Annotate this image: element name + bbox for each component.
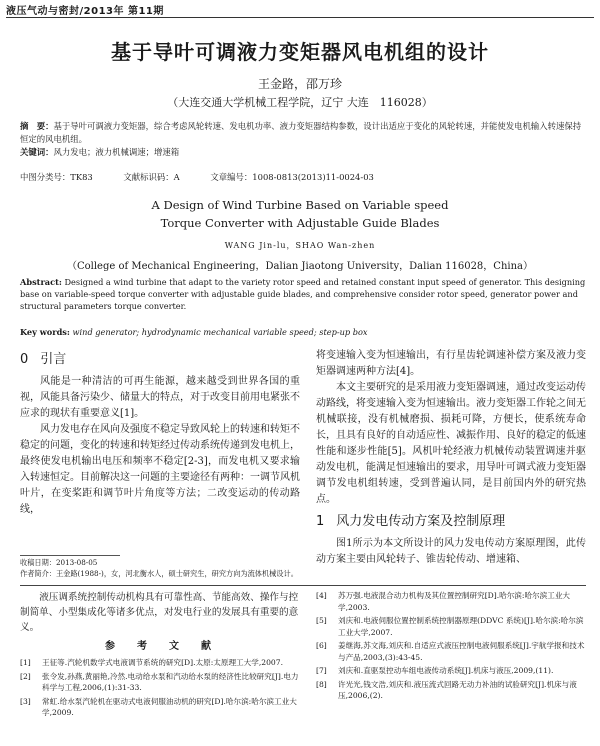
reference-item — [316, 679, 586, 702]
clc-number: 中图分类号：TK83 — [20, 172, 93, 182]
english-abstract-text: Designed a wind turbine that adapt to the variety rotor speed and retained constant input speed of generator. This designing base on variable-speed torque converter with adjustable guide blades, and comprehensive consider rotor speed, generator power and structural parameters torque converter. — [20, 277, 586, 311]
reference-number: [5] — [316, 616, 327, 625]
reference-item — [20, 671, 302, 694]
reference-text: 刘庆和.直驱泵控动车组电液传动系统[J].机床与液压,2009,(11). — [338, 666, 554, 675]
classification-meta — [20, 171, 586, 183]
author-bio: 作者简介：王金路(1988-)，女，河北衡水人，硕士研究生，研究方向为流体机械设计。 — [20, 569, 298, 578]
section-1-title: 风力发电传动方案及控制原理 — [336, 514, 506, 529]
reference-number: [1] — [20, 658, 31, 667]
english-abstract — [20, 276, 586, 312]
reference-number: [2] — [20, 671, 31, 681]
section-1-number: 1 — [316, 514, 325, 529]
reference-item — [20, 696, 302, 719]
right-continuation: 将变速输入变为恒速输出，有行星齿轮调速补偿方案及液力变矩器调速两种方法[4]。 — [316, 350, 586, 377]
abstract-zh — [20, 120, 586, 159]
page-split-rule — [20, 585, 586, 586]
received-date: 收稿日期：2013-08-05 — [20, 558, 98, 567]
reference-item — [316, 615, 586, 638]
reference-text: 王征等.汽轮机数学式电液调节系统的研究[D].太原:太原理工大学,2007. — [42, 658, 283, 667]
english-affiliation: （College of Mechanical Engineering，Dalian Jiaotong University，Dalian 116028，China） — [66, 261, 533, 272]
english-title-line2: Torque Converter with Adjustable Guide Blades — [160, 216, 440, 230]
english-keywords-text: wind generator; hydrodynamic mechanical variable speed; step-up box — [69, 327, 368, 337]
section-0-heading — [20, 352, 300, 368]
reference-number: [3] — [20, 696, 31, 706]
footnote-rule — [20, 555, 120, 556]
english-title-line1: A Design of Wind Turbine Based on Variable speed — [151, 198, 449, 212]
reference-item — [20, 657, 302, 669]
english-abstract-label: Abstract: — [20, 277, 62, 287]
header-rule — [6, 17, 594, 18]
reference-text: 苏万强.电液混合动力机构及其位置控制研究[D].哈尔滨:哈尔滨工业大学,2003. — [338, 591, 571, 612]
english-authors: WANG Jin-lu，SHAO Wan-zhen — [224, 241, 376, 250]
reference-item — [316, 640, 586, 663]
authors: 王金路，邵万珍 — [257, 77, 342, 91]
reference-text: 许光光,钱文浩,刘庆和.液压流式回路无动力补油的试验研究[J].机床与液压,2006,(2). — [338, 679, 577, 700]
doc-code: 文献标识码：A — [123, 172, 180, 182]
keywords-zh-label: 关键词： — [20, 147, 54, 157]
references-right — [316, 590, 586, 704]
previous-page-fragment-left — [20, 590, 302, 721]
english-title — [0, 196, 600, 232]
reference-number: [6] — [316, 641, 327, 650]
reference-text: 常虹.给水泵汽轮机在驱动式电液伺服油动机的研究[D].哈尔滨:哈尔滨工业大学,2009. — [42, 696, 297, 717]
right-paragraph: 本文主要研究的是采用液力变矩器调速，通过改变运动传动路线，将变速输入变为恒速输出。液力变矩器工作轮之间无机械联接，没有机械磨损、损耗可降，方便长，使系统寿命长，且具有良好的自动适应性、减振作用、良好的稳定的低速性能和逐步性能[5]。风机叶轮经液力机械传动装置调速并驱动发电机，能满足恒速输出的要求，用导叶可调式液力变矩器调节发电机组转速，受到普遍认同，是目前国内外的研究热点。 — [316, 382, 586, 505]
reference-item — [316, 590, 586, 613]
abstract-zh-label: 摘 要： — [20, 121, 54, 131]
section-0-title: 引言 — [40, 352, 67, 367]
running-header: 液压气动与密封/2013年 第11期 — [6, 6, 164, 17]
section-0-paragraph-1: 风能是一种清洁的可再生能源，越来越受到世界各国的重视，风能具备污染少、储量大的特点，对于改变目前用电紧张不应求的现状有重要意义[1]。 — [20, 376, 300, 419]
keywords-zh: 风力发电；液力机械调速；增速箱 — [53, 147, 180, 157]
right-column-top — [316, 348, 586, 568]
section-0-number: 0 — [20, 352, 29, 367]
reference-item — [316, 665, 586, 677]
article-number: 文章编号：1008-0813(2013)11-0024-03 — [210, 172, 374, 182]
footnote — [20, 557, 300, 579]
references-heading: 参 考 文 献 — [105, 641, 217, 652]
reference-text: 姜继海,苏文海,刘庆和.自适应式液压控制电液伺服系统[J].宇航学报和技术与产品,2003,(3):43-45. — [338, 641, 585, 662]
english-keywords — [20, 327, 586, 337]
english-keywords-label: Key words: — [20, 327, 70, 337]
abstract-zh-text: 基于导叶可调液力变矩器，综合考虑风轮转速、发电机功率、液力变矩器结构参数，设计出适应于变化的风轮转速，并能使发电机输入转速保持恒定的风电机组。 — [20, 121, 582, 144]
reference-number: [4] — [316, 591, 327, 600]
references-left — [20, 657, 302, 719]
reference-text: 刘庆和.电液伺服位置控制系统控制器原理(DDVC 系统)[J].哈尔滨:哈尔滨工业大学,2007. — [338, 616, 584, 637]
section-1-paragraph: 图1所示为本文所设计的风力发电传动方案原理图，此传动方案主要由风轮转子、锥齿轮传动、增速箱、 — [316, 538, 586, 565]
reference-number: [7] — [316, 666, 327, 675]
conclusion-text: 液压调系统控制传动机构具有可靠性高、节能高效、操作与控制简单、小型集成化等诸多优点，对发电行业的发展具有重要的意义。 — [20, 592, 299, 633]
paper-title: 基于导叶可调液力变矩器风电机组的设计 — [111, 40, 489, 64]
section-1-heading — [316, 514, 586, 530]
section-0-paragraph-2: 风力发电存在风向及强度不稳定导致风轮上的转速和转矩不稳定的问题，变化的转速和转矩经过传动系统传递到发电机上，最终使发电机输出电压和频率不稳定[2-3]，而发电机又要求输入转速恒定。目前解决这一问题的主要途径有两种：一调节风机叶片，在变桨距和调节叶片角度等方法；二改变运动的传动路线， — [20, 424, 300, 515]
reference-text: 张令发,孙燕,黄丽艳,冷然.电动给水泵和汽动给水泵的经济性比较研究[J].电力科学与工程,2006,(1):31-33. — [42, 671, 299, 692]
left-column-top — [20, 348, 300, 518]
affiliation: （大连交通大学机械工程学院，辽宁 大连 116028） — [167, 96, 433, 109]
reference-number: [8] — [316, 679, 327, 689]
